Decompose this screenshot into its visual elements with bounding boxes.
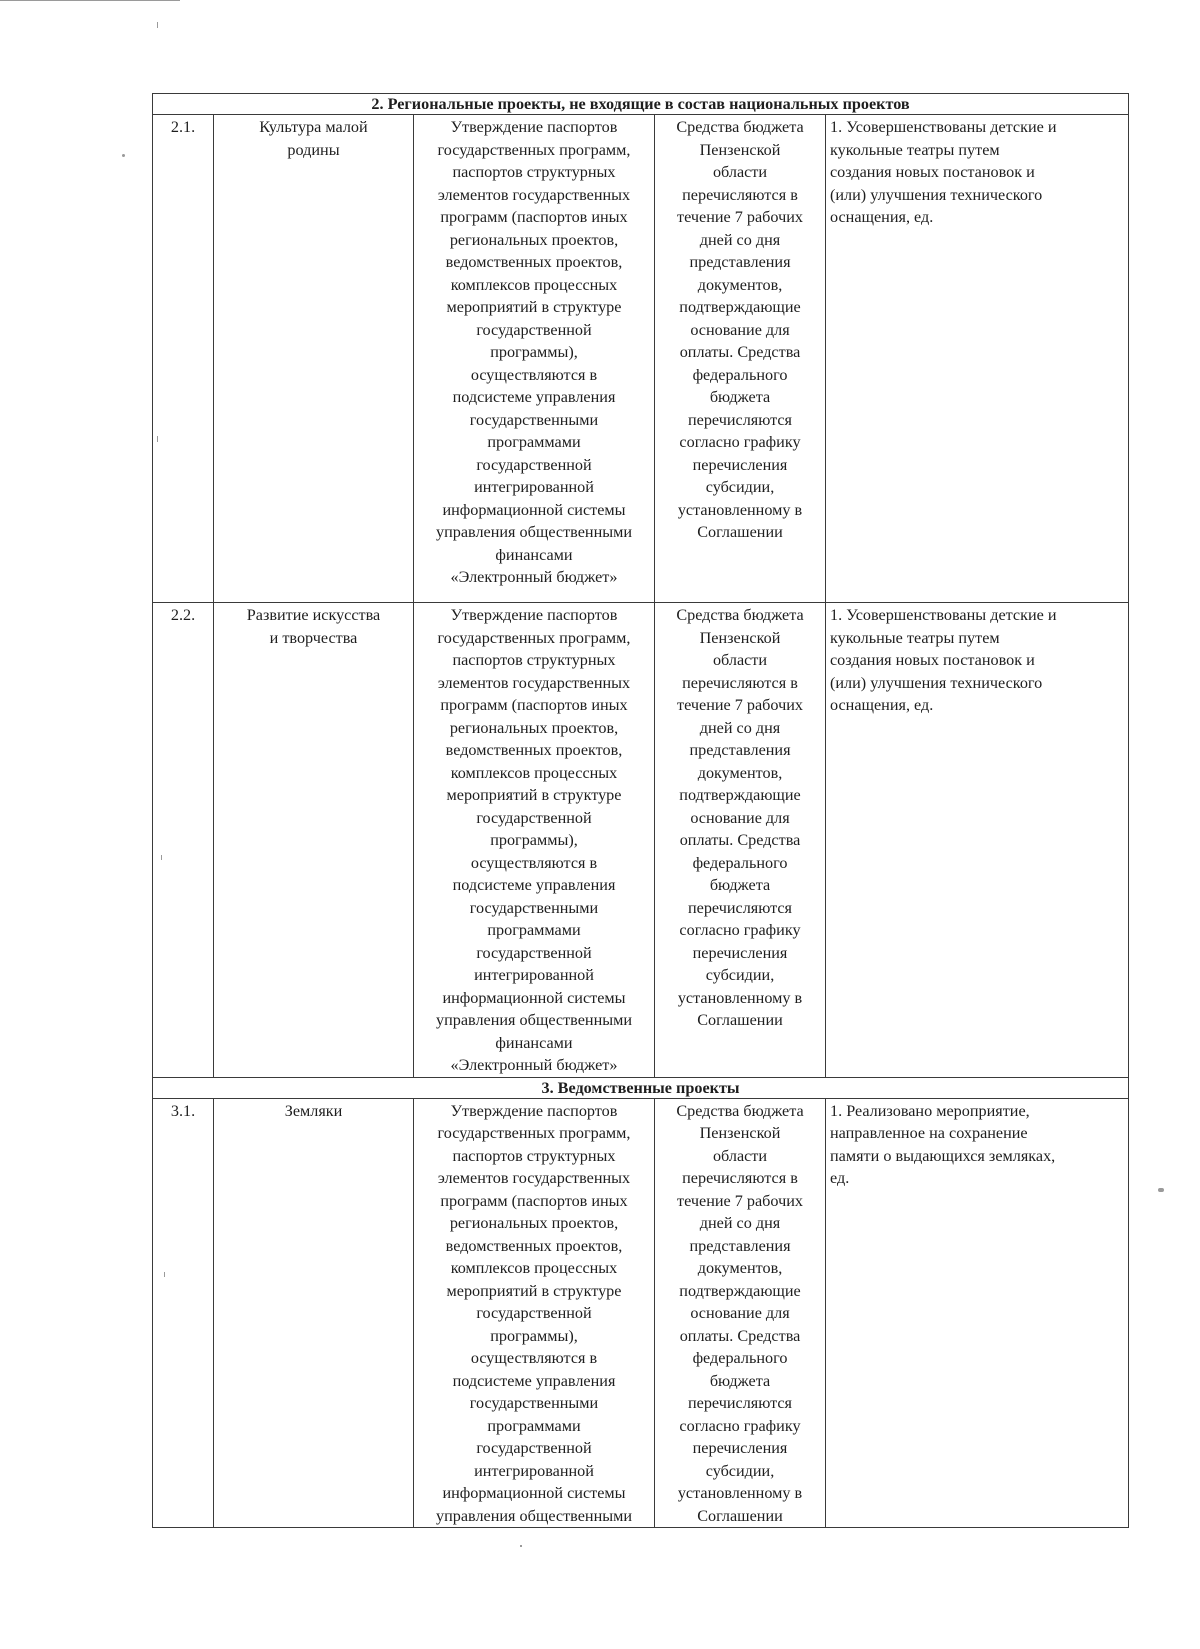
text-line: финансами [495, 1033, 573, 1052]
table-row [153, 115, 1129, 603]
text-line: управления общественными [435, 1011, 633, 1029]
funds-transfer-cell [655, 115, 826, 603]
text-line: информационной системы [442, 1484, 626, 1502]
text-line: перечисляются в [682, 1169, 798, 1187]
text-line: «Электронный бюджет» [450, 1056, 618, 1074]
scan-mark-dot [122, 154, 125, 157]
text-line: перечисляются в [682, 673, 798, 692]
text-line: Соглашении [697, 1011, 783, 1029]
text-line: (или) улучшения технического [830, 673, 1043, 692]
text-line: бюджета [709, 388, 771, 406]
text-line: представления [689, 253, 791, 271]
text-line: Культура малой [259, 118, 368, 136]
section-title: 3. Ведомственные проекты [153, 1077, 1129, 1098]
text-line: государственными [469, 898, 599, 917]
approval-procedure-cell [414, 115, 655, 603]
text-line: федерального [692, 853, 788, 872]
text-line: кукольные театры путем [830, 628, 1000, 647]
text-line: программами [487, 1416, 581, 1435]
row-number-cell: 3.1. [153, 1098, 214, 1528]
text-line: установленному в [677, 1484, 803, 1502]
text-line: подтверждающие [679, 298, 801, 316]
project-name-cell [214, 115, 414, 603]
text-line: программ (паспортов иных [440, 696, 628, 714]
text-line: Пензенской [699, 140, 781, 159]
result-cell [826, 603, 1129, 1078]
text-line: направленное на сохранение [830, 1124, 1028, 1142]
text-line: течение 7 рабочих [677, 696, 803, 714]
text-line: государственных программ, [437, 140, 631, 159]
table-body [153, 94, 1129, 1528]
row-number-cell: 2.1. [153, 115, 214, 603]
text-line: установленному в [677, 988, 803, 1007]
table-row [153, 603, 1129, 1078]
text-line: Утверждение паспортов [450, 118, 618, 136]
text-line: федерального [692, 365, 788, 384]
text-line: основание для [690, 1304, 790, 1322]
text-line: управления общественными [435, 523, 633, 541]
text-line: мероприятий в структуре [446, 1281, 622, 1300]
text-line: Утверждение паспортов [450, 1101, 618, 1120]
text-line: документов, [697, 763, 783, 782]
approval-procedure-cell [414, 603, 655, 1078]
text-line: государственными [469, 410, 599, 429]
text-line: области [712, 1146, 768, 1165]
funds-transfer-cell [655, 1098, 826, 1528]
text-line: подтверждающие [679, 1281, 801, 1300]
text-line: комплексов процессных [450, 275, 618, 294]
row-number-cell: 2.2. [153, 603, 214, 1078]
text-line: основание для [690, 320, 790, 339]
text-line: субсидии, [705, 966, 775, 984]
text-line: государственной [476, 320, 592, 339]
text-line: (или) улучшения технического [830, 185, 1043, 204]
text-line: кукольные театры путем [830, 140, 1000, 159]
text-line: дней со дня [699, 1214, 781, 1232]
text-line: осуществляются в [470, 1349, 598, 1367]
text-line: региональных проектов, [449, 1214, 619, 1232]
text-line: ед. [830, 1169, 850, 1187]
text-line: государственной [476, 943, 592, 962]
text-line: оплаты. Средства [679, 1326, 801, 1345]
funds-transfer-cell [655, 603, 826, 1078]
result-cell [826, 1098, 1129, 1528]
text-line: представления [689, 741, 791, 759]
text-line: Соглашении [697, 523, 783, 541]
text-line: Средства бюджета [676, 1101, 804, 1120]
scan-mark-dot [1158, 1188, 1164, 1192]
text-line: 1. Усовершенствованы детские и [830, 606, 1057, 624]
text-line: программами [487, 433, 581, 451]
text-line: комплексов процессных [450, 763, 618, 782]
section-header-row [153, 94, 1129, 115]
projects-table [152, 93, 1129, 1528]
text-line: подсистеме управления [452, 1371, 616, 1390]
text-line: субсидии, [705, 1461, 775, 1480]
text-line: региональных проектов, [449, 718, 619, 737]
text-line: оснащения, ед. [830, 208, 934, 226]
text-line: оплаты. Средства [679, 343, 801, 361]
text-line: осуществляются в [470, 853, 598, 872]
text-line: представления [689, 1236, 791, 1255]
text-line: государственной [476, 1304, 592, 1322]
text-line: перечисляются [687, 410, 793, 429]
text-line: элементов государственных [437, 1169, 631, 1187]
text-line: основание для [690, 808, 790, 827]
text-line: государственной [476, 1439, 592, 1457]
text-line: области [712, 163, 768, 181]
result-cell [826, 115, 1129, 603]
text-line: элементов государственных [437, 185, 631, 204]
text-line: течение 7 рабочих [677, 1191, 803, 1210]
scan-mark-dot [520, 1545, 522, 1547]
text-line: Утверждение паспортов [450, 606, 618, 624]
text-line: согласно графику [679, 921, 801, 939]
text-line: области [712, 651, 768, 669]
text-line: документов, [697, 275, 783, 294]
text-line: субсидии, [705, 478, 775, 496]
text-line: управления общественными [435, 1506, 633, 1525]
text-line: Земляки [284, 1101, 343, 1120]
text-line: государственных программ, [437, 628, 631, 647]
text-line: финансами [495, 545, 573, 564]
text-line: перечисления [692, 943, 788, 962]
text-line: программами [487, 921, 581, 939]
text-line: ведомственных проектов, [445, 741, 623, 759]
text-line: перечисления [692, 1439, 788, 1457]
text-line: согласно графику [679, 1416, 801, 1435]
text-line: региональных проектов, [449, 230, 619, 249]
text-line: программы), [490, 343, 578, 361]
text-line: государственных программ, [437, 1124, 631, 1142]
section-title: 2. Региональные проекты, не входящие в состав национальных проектов [153, 94, 1129, 115]
text-line: федерального [692, 1349, 788, 1367]
text-line: интегрированной [474, 1461, 594, 1480]
text-line: государственными [469, 1394, 599, 1412]
text-line: программы), [490, 831, 578, 849]
text-line: и творчества [269, 628, 358, 647]
text-line: оснащения, ед. [830, 696, 934, 714]
text-line: мероприятий в структуре [446, 298, 622, 316]
text-line: программы), [490, 1326, 578, 1345]
text-line: комплексов процессных [450, 1259, 618, 1277]
text-line: государственной [476, 455, 592, 474]
text-line: Средства бюджета [676, 118, 804, 136]
text-line: 1. Усовершенствованы детские и [830, 118, 1057, 136]
text-line: Пензенской [699, 628, 781, 647]
text-line: информационной системы [442, 988, 626, 1007]
text-line: интегрированной [474, 966, 594, 984]
text-line: «Электронный бюджет» [450, 568, 618, 586]
text-line: ведомственных проектов, [445, 1236, 623, 1255]
text-line: Соглашении [697, 1506, 783, 1525]
text-line: согласно графику [679, 433, 801, 451]
text-line: установленному в [677, 500, 803, 519]
text-line: перечисления [692, 455, 788, 474]
scan-mark-dot [157, 22, 158, 28]
text-line: программ (паспортов иных [440, 208, 628, 226]
text-line: создания новых постановок и [830, 651, 1035, 669]
text-line: мероприятий в структуре [446, 786, 622, 804]
text-line: документов, [697, 1259, 783, 1277]
text-line: паспортов структурных [452, 651, 616, 669]
text-line: подсистеме управления [452, 876, 616, 894]
text-line: дней со дня [699, 718, 781, 737]
scan-mark-top-line [0, 0, 180, 1]
text-line: паспортов структурных [452, 1146, 616, 1165]
text-line: 1. Реализовано мероприятие, [830, 1101, 1030, 1120]
text-line: течение 7 рабочих [677, 208, 803, 226]
text-line: перечисляются в [682, 185, 798, 204]
text-line: родины [287, 140, 340, 159]
text-line: Средства бюджета [676, 606, 804, 624]
text-line: осуществляются в [470, 365, 598, 384]
text-line: информационной системы [442, 500, 626, 519]
approval-procedure-cell [414, 1098, 655, 1528]
text-line: дней со дня [699, 230, 781, 249]
text-line: Развитие искусства [246, 606, 381, 624]
text-line: паспортов структурных [452, 163, 616, 181]
project-name-cell [214, 603, 414, 1078]
text-line: перечисляются [687, 898, 793, 917]
text-line: программ (паспортов иных [440, 1191, 628, 1210]
text-line: оплаты. Средства [679, 831, 801, 849]
section-header-row [153, 1077, 1129, 1098]
text-line: элементов государственных [437, 673, 631, 692]
text-line: бюджета [709, 876, 771, 894]
text-line: интегрированной [474, 478, 594, 496]
project-name-cell [214, 1098, 414, 1528]
table-row [153, 1098, 1129, 1528]
text-line: подсистеме управления [452, 388, 616, 406]
text-line: памяти о выдающихся земляках, [830, 1146, 1056, 1165]
text-line: государственной [476, 808, 592, 827]
text-line: создания новых постановок и [830, 163, 1035, 181]
text-line: Пензенской [699, 1124, 781, 1142]
text-line: подтверждающие [679, 786, 801, 804]
text-line: перечисляются [687, 1394, 793, 1412]
text-line: бюджета [709, 1371, 771, 1390]
text-line: ведомственных проектов, [445, 253, 623, 271]
